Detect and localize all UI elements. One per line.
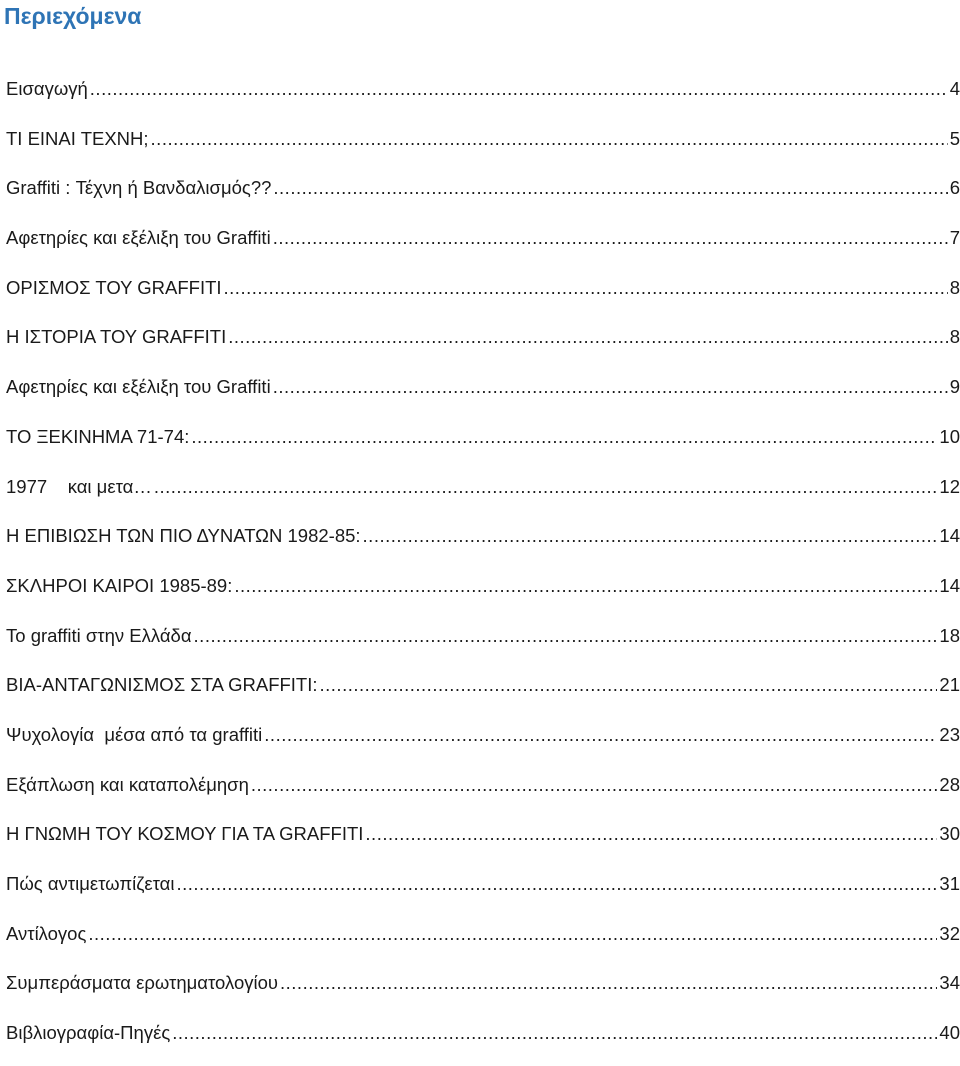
toc-entry-page[interactable]: 21 xyxy=(939,674,960,696)
toc-entry-page[interactable]: 5 xyxy=(949,127,960,149)
toc-entry-page[interactable]: 7 xyxy=(949,227,960,249)
toc-dot-leader xyxy=(273,221,948,255)
toc-dot-leader xyxy=(234,569,937,603)
toc-entry-title[interactable]: Εξάπλωση και καταπολέμηση xyxy=(6,773,249,795)
toc-entry[interactable] xyxy=(6,569,960,619)
toc-dot-leader xyxy=(177,867,938,901)
toc-entry-title[interactable]: 1977 και μετα… xyxy=(6,475,152,497)
toc-entry-page[interactable]: 8 xyxy=(949,276,960,298)
toc-list xyxy=(6,72,960,1066)
toc-entry-title[interactable]: ΤΙ ΕΙΝΑΙ ΤΕΧΝΗ; xyxy=(6,127,149,149)
toc-entry-page[interactable]: 10 xyxy=(939,425,960,447)
toc-entry-page[interactable]: 32 xyxy=(939,922,960,944)
toc-entry-page[interactable]: 8 xyxy=(949,326,960,348)
toc-dot-leader xyxy=(90,72,948,106)
toc-entry-page[interactable]: 14 xyxy=(939,574,960,596)
toc-entry[interactable] xyxy=(6,867,960,917)
toc-entry[interactable] xyxy=(6,320,960,370)
toc-entry[interactable] xyxy=(6,768,960,818)
toc-entry-page[interactable]: 30 xyxy=(939,823,960,845)
toc-dot-leader xyxy=(88,917,937,951)
toc-entry-title[interactable]: Η ΙΣΤΟΡΙΑ ΤΟΥ GRAFFITI xyxy=(6,326,227,348)
toc-entry-title[interactable]: Συμπεράσματα ερωτηματολογίου xyxy=(6,972,279,994)
toc-entry-title[interactable]: ΒΙΑ-ΑΝΤΑΓΩΝΙΣΜΟΣ ΣΤΑ GRAFFITI: xyxy=(6,674,318,696)
toc-dot-leader xyxy=(320,668,938,702)
toc-entry-page[interactable]: 6 xyxy=(949,177,960,199)
toc-entry-title[interactable]: Η ΓΝΩΜΗ ΤΟΥ ΚΟΣΜΟΥ ΓΙΑ ΤΑ GRAFFITI xyxy=(6,823,364,845)
toc-dot-leader xyxy=(224,271,948,305)
toc-entry-title[interactable]: ΤΟ ΞΕΚΙΝΗΜΑ 71-74: xyxy=(6,425,190,447)
toc-dot-leader xyxy=(251,768,938,802)
toc-entry-title[interactable]: Αφετηρίες και εξέλιξη του Graffiti xyxy=(6,227,271,249)
toc-entry-title[interactable]: Graffiti : Τέχνη ή Βανδαλισμός?? xyxy=(6,177,272,199)
toc-entry-title[interactable]: Πώς αντιμετωπίζεται xyxy=(6,873,175,894)
toc-entry[interactable] xyxy=(6,668,960,718)
toc-entry-title[interactable]: Ψυχολογία μέσα από τα graffiti xyxy=(6,723,263,745)
toc-dot-leader xyxy=(273,171,947,205)
toc-entry[interactable] xyxy=(6,271,960,321)
toc-entry[interactable] xyxy=(6,519,960,569)
toc-entry-title[interactable]: Η ΕΠΙΒΙΩΣΗ ΤΩΝ ΠΙΟ ΔΥΝΑΤΩΝ 1982-85: xyxy=(6,525,361,547)
toc-entry-page[interactable]: 12 xyxy=(939,475,960,497)
toc-dot-leader xyxy=(273,370,948,404)
toc-dot-leader xyxy=(363,519,938,553)
toc-entry-title[interactable]: ΟΡΙΣΜΟΣ ΤΟΥ GRAFFITI xyxy=(6,276,222,298)
toc-entry-page[interactable]: 23 xyxy=(939,723,960,745)
toc-entry[interactable] xyxy=(6,470,960,520)
toc-dot-leader xyxy=(151,122,948,156)
toc-entry-page[interactable]: 14 xyxy=(939,525,960,547)
toc-dot-leader xyxy=(172,1016,937,1050)
toc-dot-leader xyxy=(191,420,937,454)
toc-dot-leader xyxy=(365,817,937,851)
toc-entry[interactable] xyxy=(6,122,960,172)
toc-entry[interactable] xyxy=(6,171,960,221)
toc-entry-page[interactable]: 18 xyxy=(939,624,960,646)
toc-dot-leader xyxy=(154,470,938,504)
toc-entry-page[interactable]: 31 xyxy=(939,873,960,894)
toc-dot-leader xyxy=(264,718,937,752)
toc-dot-leader xyxy=(280,966,937,1000)
toc-entry-title[interactable]: Αντίλογος xyxy=(6,922,87,944)
toc-entry-page[interactable]: 40 xyxy=(939,1022,960,1044)
toc-entry[interactable] xyxy=(6,221,960,271)
toc-entry[interactable] xyxy=(6,917,960,967)
toc-heading: Περιεχόμενα xyxy=(4,3,142,29)
toc-entry-title[interactable]: Βιβλιογραφία-Πηγές xyxy=(6,1022,171,1044)
toc-entry-title[interactable]: Το graffiti στην Ελλάδα xyxy=(6,624,192,646)
toc-entry[interactable] xyxy=(6,817,960,867)
toc-entry-page[interactable]: 4 xyxy=(949,78,960,99)
toc-entry[interactable] xyxy=(6,72,960,122)
toc-entry[interactable] xyxy=(6,619,960,669)
toc-dot-leader xyxy=(194,619,938,653)
toc-entry-page[interactable]: 28 xyxy=(939,773,960,795)
toc-entry-page[interactable]: 9 xyxy=(949,376,960,398)
toc-entry[interactable] xyxy=(6,718,960,768)
toc-entry[interactable] xyxy=(6,966,960,1016)
toc-entry[interactable] xyxy=(6,1016,960,1066)
toc-entry[interactable] xyxy=(6,420,960,470)
toc-entry-page[interactable]: 34 xyxy=(939,972,960,994)
toc-dot-leader xyxy=(228,320,947,354)
toc-entry[interactable] xyxy=(6,370,960,420)
toc-entry-title[interactable]: ΣΚΛΗΡΟΙ ΚΑΙΡΟΙ 1985-89: xyxy=(6,574,233,596)
toc-entry-title[interactable]: Αφετηρίες και εξέλιξη του Graffiti xyxy=(6,376,271,398)
toc-entry-title[interactable]: Εισαγωγή xyxy=(6,78,88,99)
